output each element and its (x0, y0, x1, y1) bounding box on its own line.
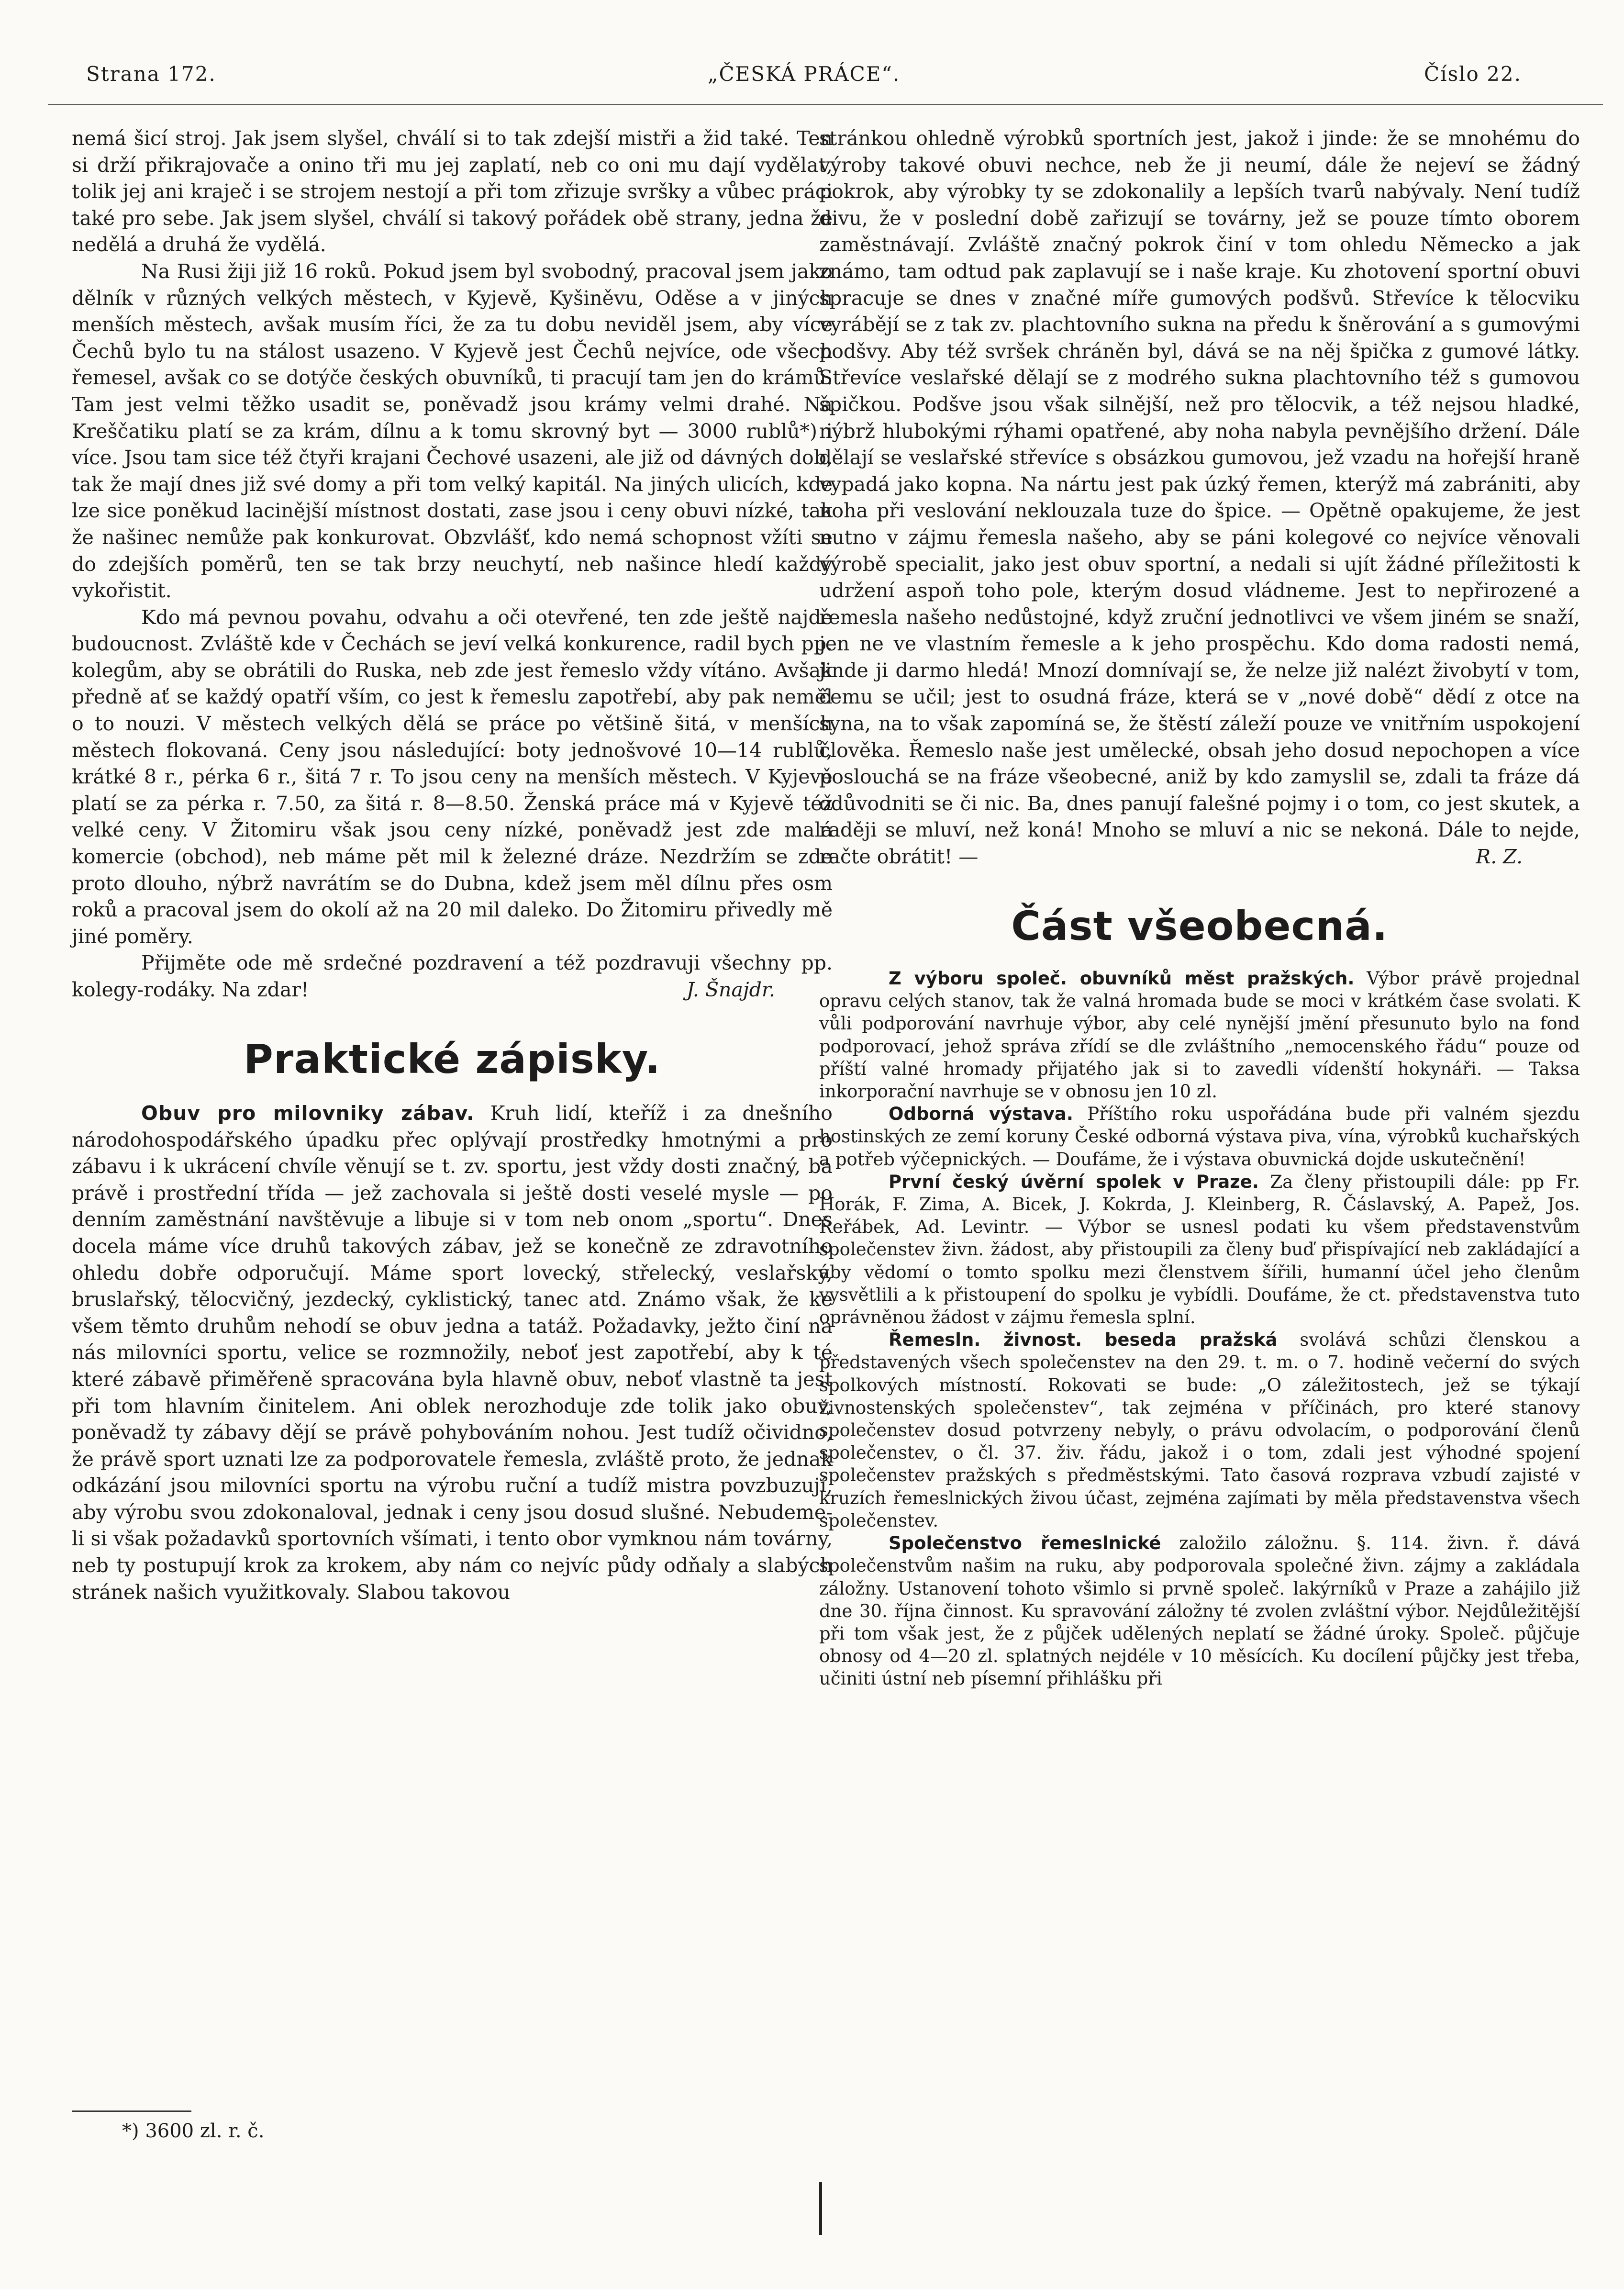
news-item-head: První český úvěrní spolek v Praze. (889, 1171, 1259, 1192)
section-title-general: Část všeobecná. (1011, 902, 1388, 949)
news-items (819, 967, 1580, 1690)
article-text: Kruh lidí, kteříž i za dnešního národohospodářského úpadku přec oplývají prostředky hmotnými a pro zábavu i k ukrácení chvíle věnují se t. zv. sportu, jest vždy dosti značný, ba právě i prostřední třída — jež zachovala si ještě dosti veselé mysle — po denním zaměstnání navštěvuje a libuje si v tom neb onom „sportu“. Dnes docela máme více druhů takových zábav, jež se konečně ze zdravotního ohledu dobře odporučují. Máme sport lovecký, střelecký, veslařský, bruslařský, tělocvičný, jezdecký, cyklistický, tanec atd. Známo však, že ke všem těmto druhům nehodí se obuv jedna a tatáž. Požadavky, ježto činí na nás milovníci sportu, velice se rozmnožily, neboť jest zapotřebí, aby k té které zábavě přiměřeně spracována byla hlavně obuv, neboť vlastně ta jest při tom hlavním činitelem. Ani oblek nerozhoduje zde tolik jako obuv, poněvadž ty zábavy dějí se právě pohybováním nohou. Jest tudíž očividno, že právě sport uznati lze za podporovatele řemesla, zvláště proto, že jednak odkázání jsou milovníci sportu na výrobu ruční a tudíž mistra povzbuzují, aby výrobu svou zdokonaloval, jednak i ceny jsou dosud slušné. Nebudeme-li si však požadavků sportovních všímati, i tento obor vymknou nám továrny, neb ty postupují krok za krokem, aby nám co nejvíc půdy odňaly a slabých stránek našich využitkovaly. Slabou takovou (72, 1101, 833, 1604)
issue-number: Číslo 22. (1424, 62, 1522, 86)
news-item-head: Odborná výstava. (889, 1104, 1073, 1125)
news-item (819, 1532, 1580, 1690)
article-text: stránkou ohledně výrobků sportních jest, jakož i jinde: že se mnohému do výroby takové obuvi nechce, neb že ji neumí, dále že nejeví se žádný pokrok, aby výrobky ty se zdokonalily a lepších tvarů nabývaly. Není tudíž divu, že v poslední době zařizují se továrny, jež se pouze tímto oborem zaměstnávají. Zvláště značný pokrok činí v tom ohledu Německo a jak známo, tam odtud pak zaplavují se i naše kraje. Ku zhotovení sportní obuvi spracuje se dnes v značné míře gumových podšvů. Střevíce k tělocviku vyrábějí se z tak zv. plachtovního sukna na předu k šněrování a s gumovými podšvy. Aby též svršek chráněn byl, dává se na něj špička z gumové látky. Střevíce veslařské dělají se z modrého sukna plachtovního též s gumovou špičkou. Podšve jsou však silnější, než pro tělocvik, a též nejsou hladké, nýbrž hlubokými rýhami opatřené, aby noha nabyla pevnějšího držení. Dále dělají se veslařské střevíce s obsázkou gumovou, jež vzadu na hořejší hraně vypadá jako kopna. Na nártu jest pak úzký řemen, kterýž má zabrániti, aby noha při veslování neklouzala tuze do špice. — Opětně opakujeme, že jest nutno v zájmu řemesla našeho, aby se páni kolegové co nejvíce věnovali výrobě specialit, jako jest obuv sportní, a nedali si ujít žádné příležitosti k udržení aspoň toho pole, kterým dosud vládneme. Jest to nepřirozené a řemesla našeho nedůstojné, když zruční jednotlivci ve všem jiném se snaží, jen ne ve vlastním řemesle a k jeho prospěchu. Kdo doma radosti nemá, jinde ji darmo hledá! Mnozí domnívají se, že nelze již nalézt živobytí v tom, čemu se učil; jest to osudná fráze, která se v „nové době“ dědí z otce na syna, na to však zapomíná se, že štěstí záleží pouze ve vnitřním uspokojení člověka. Řemeslo naše jest umělecké, obsah jeho dosud nepochopen a více poslouchá se na fráze všeobecné, aniž by kdo zamyslil se, zdali ta fráze dá odůvodniti se či nic. Ba, dnes panují falešné pojmy i o tom, co jest skutek, a raději se mluví, než koná! Mnoho se mluví a nic se nekoná. Dále to nejde, račte obrátit! — (819, 127, 1580, 869)
letter-paragraph: Na Rusi žiji již 16 roků. Pokud jsem byl svobodný, pracoval jsem jako dělník v různých velkých městech, v Kyjevě, Kyšiněvu, Oděse a v jiných menších městech, avšak musím říci, že za tu dobu neviděl jsem, aby více Čechů bylo tu na stálost usazeno. V Kyjevě jest Čechů nejvíce, ode všech řemesel, avšak co se dotýče českých obuvníků, ti pracují tam jen do krámů. Tam jest velmi těžko usadit se, poněvadž jsou krámy velmi drahé. Na Kreščatiku platí se za krám, dílnu a k tomu skrovný byt — 3000 rublů*) i více. Jsou tam sice též čtyři krajani Čechové usazeni, ale již od dávných dob, tak že mají dnes již své domy a při tom velký kapitál. Na jiných ulicích, kde lze sice poněkud lacinější místnost dostati, zase jsou i ceny obuvi nízké, tak že našinec nemůže pak konkurovat. Obzvlášť, kdo nemá schopnost vžíti se do zdejších poměrů, ten se tak brzy neuchytí, neb našince hledí každý vykořistit. (72, 259, 833, 603)
article-signature: R. Z. (1476, 845, 1523, 869)
article-paragraph (72, 1100, 833, 1606)
letter-closing (72, 950, 833, 1003)
news-item-text: svolává schůzi členskou a představených všech společenstev na den 29. t. m. o 7. hodině večerní do svých spolkových místností. Rokovati se bude: „O záležitostech, jež se týkají živnostenských společenstev“, tak zejména v příčinách, pro které stanovy společenstev dosud potvrzeny nebyly, o právu odvolacím, o podporování členů společenstev, o čl. 37. živ. řádu, jakož i o tom, zdali jest výhodné spojení společenstev pražských s předměstskými. Tato časová rozprava vzbudí zajisté v kruzích řemeslnických živou účast, zejména zajímati by měla představenstva všech společenstev. (819, 1329, 1580, 1531)
margin-mark (819, 2182, 822, 2235)
article-subhead: Obuv pro milovniky zábav. (141, 1101, 475, 1125)
news-item-text: Výbor právě projednal opravu celých stanov, tak že valná hromada bude se moci v krátkém čase svolati. K vůli podporování navrhuje výbor, aby celé nynější jmění přesunuto bylo na fond podporovací, jehož správa zřídí se dle zvláštního „nemocenského řádu“ pouze od příští valné hromady přijatého jak si to zavedli vídenští hokynáři. — Taksa inkorporační navrhuje se v obnosu jen 10 zl. (819, 968, 1580, 1102)
news-item-text: Příštího roku uspořádána bude při valném sjezdu hostinských ze zemí koruny České odborná výstava piva, vína, výrobků kuchařských a potřeb výčepnických. — Doufáme, že i výstava obuvnická dojde uskutečnění! (819, 1104, 1580, 1170)
journal-title: „ČESKÁ PRÁCE“. (707, 62, 901, 86)
page-header (86, 62, 1522, 91)
letter-greeting: Přijměte ode mě srdečné pozdravení a též pozdravuji všechny pp. kolegy-rodáky. Na zdar! (72, 951, 833, 1001)
right-column (819, 125, 1580, 1690)
news-item-head: Společenstvo řemeslnické (889, 1533, 1161, 1554)
left-column (72, 125, 833, 1606)
news-item (819, 967, 1580, 1103)
section-title-practical-notes: Praktické zápisky. (244, 1035, 661, 1083)
news-item-head: Řemesln. živnost. beseda pražská (889, 1329, 1278, 1351)
letter-paragraph: nemá šicí stroj. Jak jsem slyšel, chválí si to tak zdejší mistři a žid také. Ten si drží přikrajovače a onino tři mu jej zaplatí, neb co oni mu dají vydělat, tolik jej ani kraječ i se strojem nestojí a při tom zřizuje svršky a vůbec práci také pro sebe. Jak jsem slyšel, chválí si takový pořádek obě strany, jedna že nedělá a druhá že vydělá. (72, 127, 833, 257)
news-item-text: založilo záložnu. §. 114. živn. ř. dává společenstvům našim na ruku, aby podporovala společné živn. zájmy a zakládala záložny. Ustanovení tohoto všimlo si prvně společ. lakýrníků v Praze a zahájilo již dne 30. října činnost. Ku spravování záložny té zvolen zvláštní výbor. Nejdůležitější při tom však jest, že z půjček udělených neplatí se žádné úroky. Společ. půjčuje obnosy od 4—20 zl. splatných nejdéle v 10 měsících. Ku docílení půjčky jest třeba, učiniti ústní neb písemní přihlášku při (819, 1533, 1580, 1689)
letter-paragraph: Kdo má pevnou povahu, odvahu a oči otevřené, ten zde ještě najde budoucnost. Zvláště kde v Čechách se jeví velká konkurence, radil bych pp. kolegům, aby se obrátili do Ruska, neb zde jest řemeslo vždy vítáno. Avšak předně ať se každý opatří vším, co jest k řemeslu zapotřebí, aby pak neměl o to nouzi. V městech velkých dělá se práce po většině šitá, v menších městech flokovaná. Ceny jsou následující: boty jednošvové 10—14 rublů, krátké 8 r., pérka 6 r., šitá 7 r. To jsou ceny na menších městech. V Kyjevě platí se za pérka r. 7.50, za šitá r. 8—8.50. Ženská práce má v Kyjevě též velké ceny. V Žitomiru však jsou ceny nízké, poněvadž jest zde malá komercie (obchod), neb máme pět mil k železné dráze. Nezdržím se zde proto dlouho, nýbrž navrátím se do Dubna, kdež jsem měl dílnu přes osm roků a pracoval jsem do okolí až na 20 mil daleko. Do Žitomiru přivedly mě jiné poměry. (72, 605, 833, 948)
article-continuation (819, 125, 1580, 871)
news-item-head: Z výboru společ. obuvníků měst pražských. (889, 968, 1355, 989)
footnote: *) 3600 zl. r. č. (122, 2120, 265, 2142)
news-item (819, 1171, 1580, 1329)
header-rule (48, 104, 1603, 106)
footnote-rule (72, 2110, 191, 2112)
news-item (819, 1329, 1580, 1532)
page-number: Strana 172. (86, 62, 216, 86)
letter-signature: J. Šnajdr. (686, 978, 775, 1001)
news-item (819, 1103, 1580, 1171)
news-item-text: Za členy přistoupili dále: pp Fr. Horák, F. Zima, A. Bicek, J. Kokrda, J. Kleinberg, R. Čáslavský, A. Papež, Jos. Řeřábek, Ad. Levintr. — Výbor se usnesl podati ku všem představenstvům společenstev živn. žádost, aby přistoupili za členy buď přispívající neb zakládající a aby vědomí o tomto spolku mezi členstvem šířili, humanní účel jeho členům vysvětlili a k přistoupení do spolku je vybídli. Doufáme, že ct. představenstva tuto oprávněnou žádost v zájmu řemesla splní. (819, 1171, 1580, 1328)
